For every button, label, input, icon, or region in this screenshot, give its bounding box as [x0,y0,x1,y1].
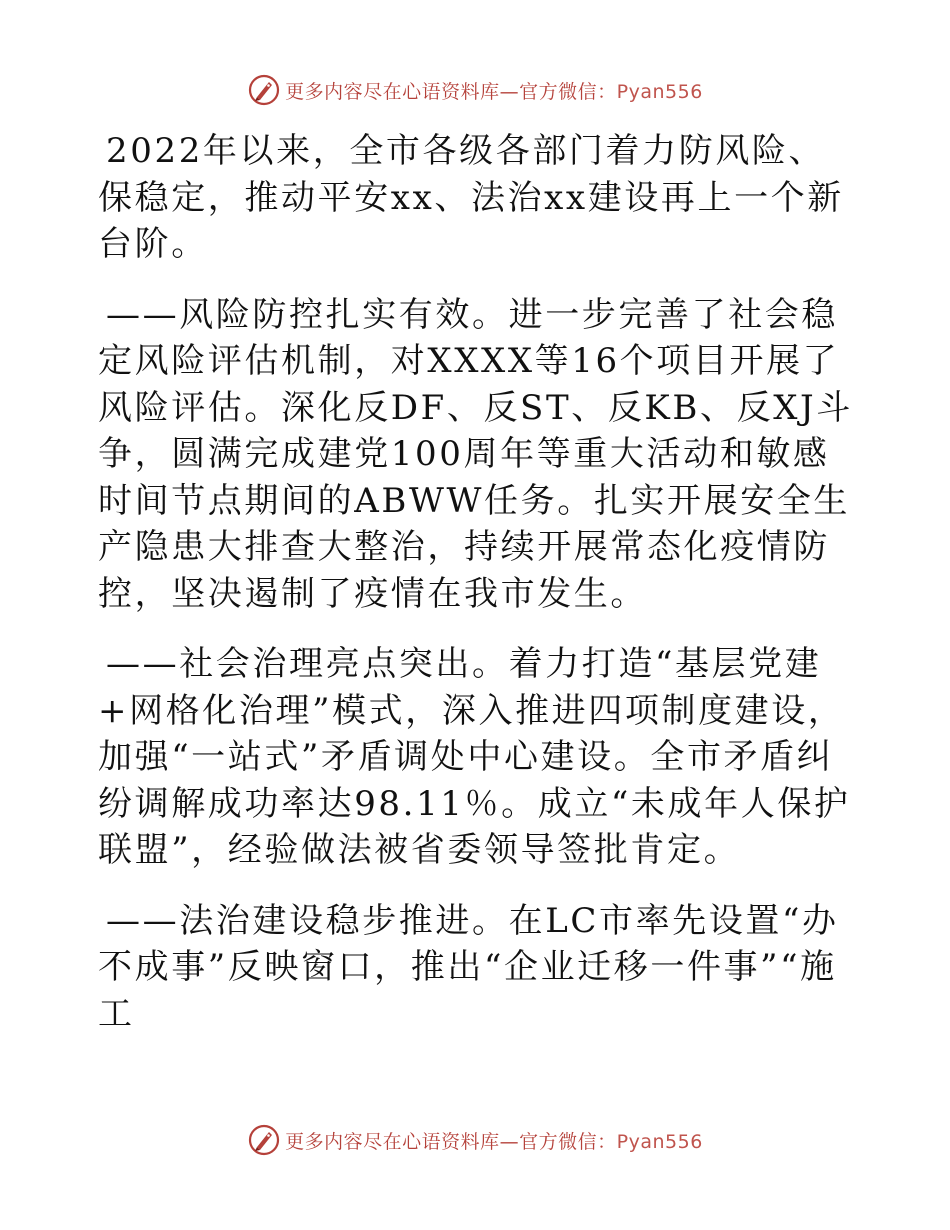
watermark-footer [0,1122,950,1158]
watermark-header [0,72,950,108]
paragraph-risk-control: ——风险防控扎实有效。进一步完善了社会稳定风险评估机制，对XXXX等16个项目开展了风险评估。深化反DF、反ST、反KB、反XJ斗争，圆满完成建党100周年等重大活动和敏感时间节点期间的ABWW任务。扎实开展安全生产隐患大排查大整治，持续开展常态化疫情防控，坚决遏制了疫情在我市发生。 [98,294,853,614]
watermark-text: 更多内容尽在心语资料库—官方微信：Pyan556 [285,80,703,103]
paragraph-rule-of-law: ——法治建设稳步推进。在LC市率先设置“办不成事”反映窗口，推出“企业迁移一件事”“施工 [98,900,839,1034]
pen-nib-logo-icon [247,1123,281,1157]
paragraph-intro: 2022年以来，全市各级各部门着力防风险、保稳定，推动平安xx、法治xx建设再上一个新台阶。 [98,131,844,264]
pen-nib-logo-icon [247,73,281,107]
paragraph-social-governance: ——社会治理亮点突出。着力打造“基层党建+网格化治理”模式，深入推进四项制度建设，加强“一站式”矛盾调处中心建设。全市矛盾纠纷调解成功率达98.11％。成立“未成年人保护联盟”，经验做法被省委领导签批肯定。 [98,644,851,870]
document-body [98,120,858,1061]
watermark-text: 更多内容尽在心语资料库—官方微信：Pyan556 [285,1130,703,1153]
